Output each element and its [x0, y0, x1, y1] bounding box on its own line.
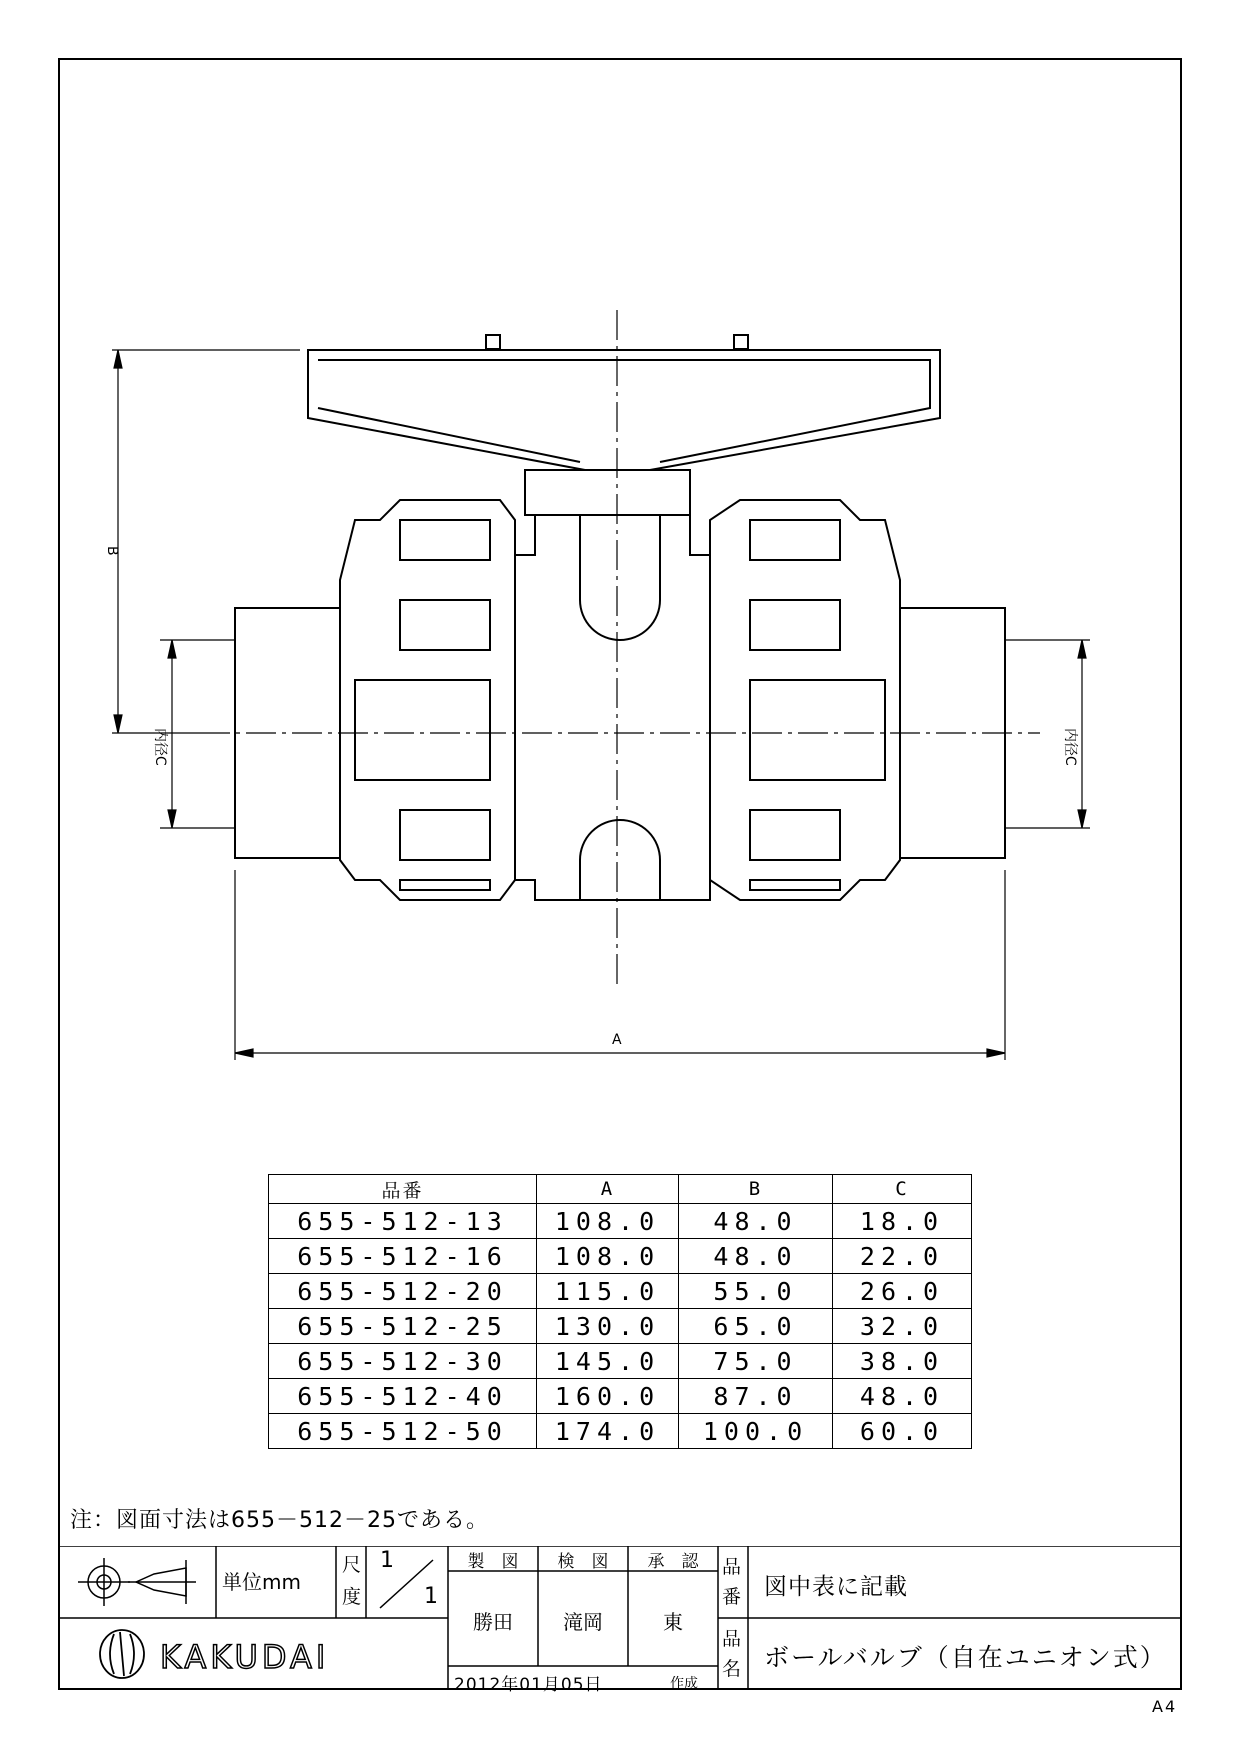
table-cell: 655-512-16 [269, 1239, 537, 1274]
scale-denominator: 1 [424, 1584, 438, 1609]
dimension-note: 注：図面寸法は655－512－25である。 [70, 1508, 489, 1533]
title-block [58, 1546, 1182, 1695]
dim-c-left-label: 内径C [152, 728, 168, 766]
col-header: C [833, 1175, 972, 1204]
table-cell: 60.0 [833, 1414, 972, 1449]
table-cell: 87.0 [679, 1379, 833, 1414]
part-name-label-1: 品 [722, 1628, 742, 1650]
table-cell: 65.0 [679, 1309, 833, 1344]
table-row [269, 1344, 972, 1379]
valve-body [515, 515, 710, 900]
table-header-row [269, 1175, 972, 1204]
checked-by-name: 滝岡 [563, 1610, 603, 1634]
paper-size-label: A4 [1152, 1697, 1178, 1716]
made-by-label: 製 図 [467, 1552, 519, 1572]
scale-label-1: 尺 [342, 1554, 362, 1576]
projection-symbol-icon [78, 1558, 196, 1606]
table-cell: 655-512-20 [269, 1274, 537, 1309]
table-cell: 655-512-40 [269, 1379, 537, 1414]
table-cell: 655-512-50 [269, 1414, 537, 1449]
table-row [269, 1379, 972, 1414]
part-no-value: 図中表に記載 [764, 1574, 908, 1600]
brand-wordmark: KAKUDAI [160, 1638, 330, 1676]
part-no-label-2: 番 [722, 1586, 742, 1608]
table-cell: 48.0 [833, 1379, 972, 1414]
table-row [269, 1274, 972, 1309]
part-name-value: ボールバルブ（自在ユニオン式） [764, 1643, 1167, 1672]
col-header: A [537, 1175, 679, 1204]
dim-c-right-label: 内径C [1062, 728, 1078, 766]
table-row [269, 1204, 972, 1239]
table-cell: 108.0 [537, 1239, 679, 1274]
valve-handle [308, 335, 940, 515]
made-by-name: 勝田 [473, 1610, 513, 1634]
table-cell: 174.0 [537, 1414, 679, 1449]
right-union-nut [710, 500, 900, 900]
scale-numerator: 1 [380, 1548, 394, 1573]
table-cell: 38.0 [833, 1344, 972, 1379]
table-cell: 655-512-25 [269, 1309, 537, 1344]
table-cell: 32.0 [833, 1309, 972, 1344]
part-no-label-1: 品 [722, 1556, 742, 1578]
table-cell: 655-512-13 [269, 1204, 537, 1239]
table-cell: 100.0 [679, 1414, 833, 1449]
table-cell: 108.0 [537, 1204, 679, 1239]
table-row [269, 1239, 972, 1274]
checked-by-label: 検 図 [557, 1552, 609, 1572]
table-cell: 115.0 [537, 1274, 679, 1309]
table-cell: 160.0 [537, 1379, 679, 1414]
scale-label-2: 度 [342, 1586, 362, 1608]
created-label: 作成 [670, 1676, 698, 1692]
table-cell: 48.0 [679, 1204, 833, 1239]
left-union-nut [340, 500, 515, 900]
table-cell: 26.0 [833, 1274, 972, 1309]
unit-label: 単位mm [222, 1570, 301, 1594]
table-cell: 55.0 [679, 1274, 833, 1309]
dim-a-label: A [612, 1032, 622, 1048]
table-cell: 130.0 [537, 1309, 679, 1344]
col-header: 品番 [269, 1175, 537, 1204]
col-header: B [679, 1175, 833, 1204]
table-cell: 48.0 [679, 1239, 833, 1274]
table-cell: 655-512-30 [269, 1344, 537, 1379]
drawing-date: 2012年01月05日 [454, 1675, 603, 1695]
approved-by-label: 承 認 [647, 1552, 699, 1572]
table-cell: 18.0 [833, 1204, 972, 1239]
dimension-table [268, 1174, 972, 1449]
table-row [269, 1309, 972, 1344]
table-cell: 75.0 [679, 1344, 833, 1379]
table-row [269, 1414, 972, 1449]
dim-b-label: B [104, 546, 120, 556]
table-cell: 22.0 [833, 1239, 972, 1274]
approved-by-name: 東 [663, 1610, 683, 1634]
part-name-label-2: 名 [722, 1658, 742, 1680]
table-cell: 145.0 [537, 1344, 679, 1379]
kakudai-logo-icon [100, 1630, 144, 1678]
